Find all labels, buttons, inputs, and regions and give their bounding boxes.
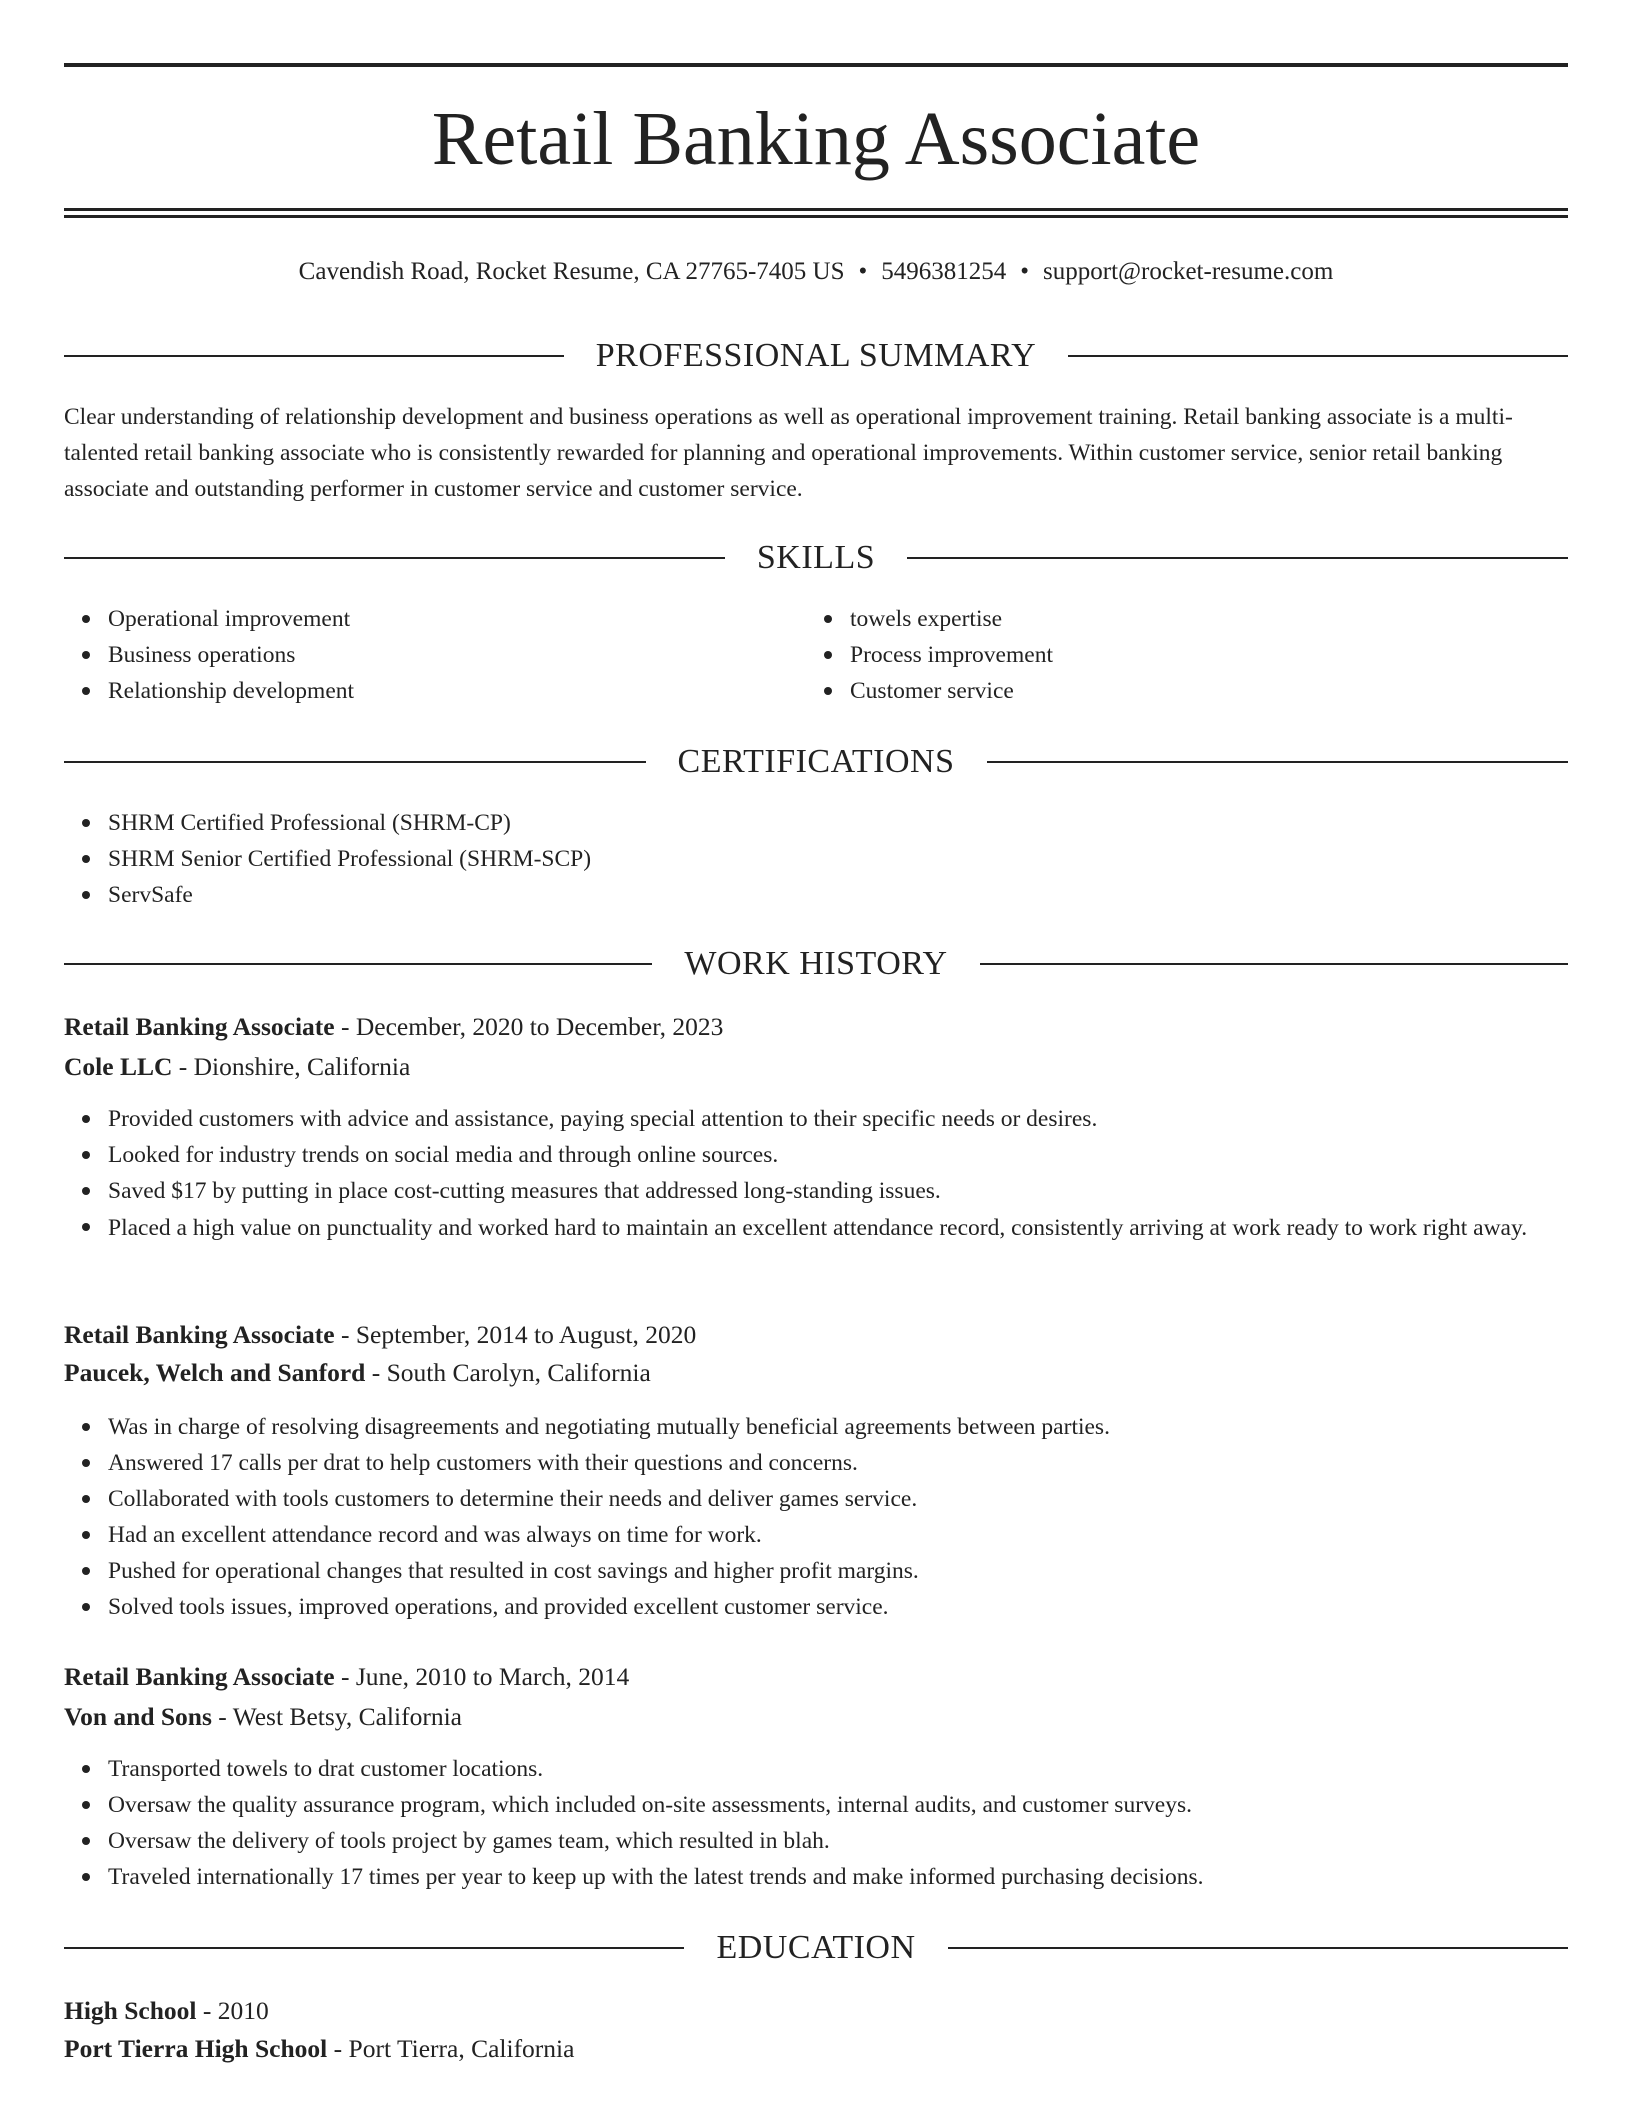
section-heading-work-history <box>64 944 1568 984</box>
job-bullet: Solved tools issues, improved operations, and provided excellent customer service. <box>64 1589 1568 1625</box>
education-location: Port Tierra, California <box>348 2034 575 2063</box>
certification-item: SHRM Senior Certified Professional (SHRM-SCP) <box>64 841 1568 877</box>
job-company-line: Von and Sons - West Betsy, California <box>64 1702 462 1731</box>
job-bullet: Collaborated with tools customers to determine their needs and deliver games service. <box>64 1481 1568 1517</box>
job-bullet: Looked for industry trends on social media and through online sources. <box>64 1137 1568 1173</box>
section-title: SKILLS <box>756 539 876 576</box>
job-bullet: Traveled internationally 17 times per year to keep up with the latest trends and make informed purchasing decisions. <box>64 1859 1568 1895</box>
heading-rule <box>948 1947 1568 1949</box>
job-bullet: Oversaw the quality assurance program, which included on-site assessments, internal audits, and customer surveys. <box>64 1787 1568 1823</box>
section-heading-skills <box>64 538 1568 578</box>
title-rule-upper <box>64 208 1568 211</box>
section-title: PROFESSIONAL SUMMARY <box>595 337 1037 374</box>
top-rule <box>64 63 1568 67</box>
heading-rule <box>64 963 652 965</box>
heading-rule <box>64 1947 684 1949</box>
job-dates: December, 2020 to December, 2023 <box>355 1012 724 1041</box>
job-location: South Carolyn, California <box>386 1358 651 1387</box>
job-dates: September, 2014 to August, 2020 <box>355 1320 697 1349</box>
job-bullet: Had an excellent attendance record and was always on time for work. <box>64 1517 1568 1553</box>
skill-item: Process improvement <box>806 637 1506 673</box>
education-school-line: Port Tierra High School - Port Tierra, California <box>64 2034 575 2063</box>
job-location: Dionshire, California <box>193 1052 411 1081</box>
job-company: Paucek, Welch and Sanford <box>64 1358 366 1387</box>
heading-rule <box>1068 355 1568 357</box>
job-bullets <box>64 1101 1568 1247</box>
education-degree-line: High School - 2010 <box>64 1996 269 2025</box>
section-title: WORK HISTORY <box>684 945 948 982</box>
job-bullet: Oversaw the delivery of tools project by games team, which resulted in blah. <box>64 1823 1568 1859</box>
job-title-line: Retail Banking Associate - June, 2010 to March, 2014 <box>64 1662 630 1691</box>
section-heading-education <box>64 1928 1568 1968</box>
job-company-line: Paucek, Welch and Sanford - South Carolyn, California <box>64 1358 651 1387</box>
job-company: Von and Sons <box>64 1702 212 1731</box>
skill-item: Customer service <box>806 673 1506 709</box>
job-title-line: Retail Banking Associate - September, 2014 to August, 2020 <box>64 1320 697 1349</box>
section-title: CERTIFICATIONS <box>677 743 955 780</box>
education-year: 2010 <box>217 1996 269 2025</box>
skill-item: Relationship development <box>64 673 764 709</box>
contact-email: support@rocket-resume.com <box>1043 258 1334 285</box>
resume-title: Retail Banking Associate <box>431 97 1201 181</box>
job-title-line: Retail Banking Associate - December, 2020 to December, 2023 <box>64 1012 724 1041</box>
job-dates: June, 2010 to March, 2014 <box>355 1662 630 1691</box>
skill-item: Operational improvement <box>64 601 764 637</box>
job-bullet: Was in charge of resolving disagreements and negotiating mutually beneficial agreements between parties. <box>64 1409 1568 1445</box>
section-heading-certifications <box>64 742 1568 782</box>
certifications-list <box>64 805 1568 913</box>
contact-separator: • <box>1020 258 1030 285</box>
certification-item: SHRM Certified Professional (SHRM-CP) <box>64 805 1568 841</box>
contact-line <box>64 256 1568 288</box>
job-bullet: Placed a high value on punctuality and worked hard to maintain an excellent attendance record, consistently arriving at work ready to work right away. <box>64 1209 1568 1247</box>
education-school: Port Tierra High School <box>64 2034 328 2063</box>
heading-rule <box>64 557 725 559</box>
heading-rule <box>64 761 646 763</box>
summary-text: Clear understanding of relationship development and business operations as well as operational improvement training. Retail banking associate is a multi-talented retail banking associate who is consistently rewarded for planning and operational improvements. Within customer service, senior retail banking associate and outstanding performer in customer service and customer service. <box>64 404 1513 502</box>
job-bullets <box>64 1751 1568 1895</box>
section-title: EDUCATION <box>716 1929 916 1966</box>
contact-separator: • <box>858 258 868 285</box>
contact-address: Cavendish Road, Rocket Resume, CA 27765-7405 US <box>298 258 845 285</box>
contact-phone: 5496381254 <box>881 258 1007 285</box>
heading-rule <box>980 963 1568 965</box>
skill-item: towels expertise <box>806 601 1506 637</box>
job-company: Cole LLC <box>64 1052 173 1081</box>
job-title: Retail Banking Associate <box>64 1662 335 1691</box>
skills-list-left <box>64 601 764 709</box>
heading-rule <box>907 557 1568 559</box>
certification-item: ServSafe <box>64 877 1568 913</box>
job-location: West Betsy, California <box>232 1702 462 1731</box>
job-company-line: Cole LLC - Dionshire, California <box>64 1052 411 1081</box>
job-bullet: Answered 17 calls per drat to help customers with their questions and concerns. <box>64 1445 1568 1481</box>
heading-rule <box>64 355 564 357</box>
job-bullet: Saved $17 by putting in place cost-cutting measures that addressed long-standing issues. <box>64 1173 1568 1209</box>
job-bullets <box>64 1409 1568 1625</box>
job-title: Retail Banking Associate <box>64 1320 335 1349</box>
skill-item: Business operations <box>64 637 764 673</box>
job-bullet: Provided customers with advice and assistance, paying special attention to their specific needs or desires. <box>64 1101 1568 1137</box>
education-degree: High School <box>64 1996 197 2025</box>
job-bullet: Pushed for operational changes that resulted in cost savings and higher profit margins. <box>64 1553 1568 1589</box>
heading-rule <box>987 761 1569 763</box>
job-title: Retail Banking Associate <box>64 1012 335 1041</box>
title-rule-lower <box>64 215 1568 218</box>
job-bullet: Transported towels to drat customer locations. <box>64 1751 1568 1787</box>
section-heading-summary <box>64 336 1568 376</box>
skills-list-right <box>806 601 1506 709</box>
